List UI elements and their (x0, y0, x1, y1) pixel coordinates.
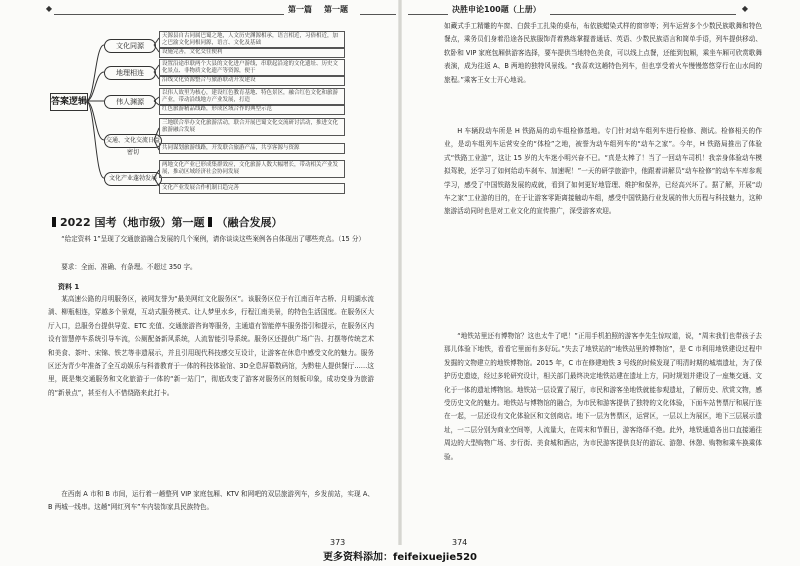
body-paragraph: H 车辆段动车所是 H 铁路局的动车组检修基地。专门针对动车组列车进行检修、测试。检修相关的作业，是动车组列车运营安全的“体检”之地，被誉为动车组列车的“动车之家”。今年，H 铁路局推出了体验式“铁路工业游”，这让 15 岁的大车迷小明兴奋不已。“真是太棒了！当了一回动车司机！我亲身体验动车模拟驾驶，还学习了如何给动车刹车、加速呢！”一天的研学旅游中，他跟着讲解员“动车检修”的动车车库参观学习，感受了中国铁路发展的成就，看到了如何更好地管理、维护和保养，已经高兴坏了。据了解，开展“动车之家”工业游的目的，在于让游客零距离接触动车组，感受中国铁路行业发展的伟大历程与科技魅力，这种旅游活动同时也是对工业文化的宣传推广，深受游客欢迎。 (444, 127, 762, 216)
mindmap-desc: 文化产业发展合作机制日趋完善 (159, 183, 345, 194)
footer-contact: 更多资料添加：feifeixuejie520 (323, 552, 477, 563)
header-book-title: 决胜申论100题（上册） (452, 5, 541, 14)
header-section: 第一篇 (288, 5, 312, 14)
mindmap-desc: 沿线文化资源整合与旅游联动开发建设 (159, 75, 345, 86)
body-paragraph: “地铁站里还有博物馆？这也太牛了吧！”正用手机拍照的游客李先生惊叹道，说，“周末我们也带孩子去那儿体验下地铁，看看它里面有多好玩。”失去了地铁站的“地铁站里的博物馆”，是 C 市利用地铁建设过程中发掘的文物建立的地铁博物馆。2015 年，C 市在修建地铁 3 号线的时候发现了明清时期的城墙遗址，为了保护历史遗迹，经过多轮研究设计，相关部门最终决定地铁站建在遗址上方，同时规划并建设了一座集交通、文化于一体的遗址博物馆。地铁站一层设置了展厅，市民和游客坐地铁就能参观遗址，了解历史、欣赏文物，感受历史文化的魅力。地铁站与博物馆的融合，为市民和游客提供了独特的文化体验，下面车站售票厅和展厅连在一起，一层还设有文化体验区和文创商店。地下一层为售票区，运营区，一层以上为展区，地下三层展示遗址，一二层分别为商业空间等，人流量大，在周末和节假日，游客络绎不绝。此外，地铁通道各出口直接通往周边的大型购物广场、步行街、美食城和酒店，为市民游客提供良好的游玩、游憩、休憩、购物和乘车换乘体验。 (444, 332, 762, 461)
mindmap-branch: 伟人渊源 (104, 95, 156, 109)
page-number: 374 (452, 538, 468, 545)
question-title-text: 2022 国考（地市级）第一题 (60, 216, 205, 229)
question-prompt: “给定资料 1”呈现了交通旅游融合发展的几个案例，请你谈谈这些案例各自体现出了哪些亮点。（15 分） (61, 235, 366, 243)
mindmap-desc: 设置沿途串联两个大县的文化进户游线，串联起沿途的文化遗址、历史文化景点、非物质文化遗产等资源，便于 (159, 59, 345, 77)
question-tag: （融合发展） (216, 216, 283, 229)
mindmap-desc: 共同谋划旅游线路，开发联合旅游产品，共享客源与资源 (159, 143, 345, 154)
question-requirement: 要求：全面、准确、有条理。不超过 350 字。 (61, 263, 197, 271)
material-paragraph: 某高速公路的月明服务区，被网友誉为“最美网红文化服务区”。该服务区位于有江南百年古桥、月明湖水流淌、柳瓶相连，穿越多个景观，互动式服务模式、让人梦里水乡，行程江南美景，的特色生活国度。在服务区大厅入口，总服务台提供导览、ETC 充值、交通旅游咨询等服务，主通道有智能停车服务指引和提示，在服务区内设有智慧停车系统引导车流，公厕配备新风系统，人流智能引导系统。服务区还提供广场广告、打摆等传统艺术和美食、茶叶、宋锦、铁艺等非遗展示，并且引用现代科技感交互设计，让游客在休息中感受文化的魅力。服务区还为青少年准备了全互动娱乐与科普教育于一体的科技体验馆、3D全息屏幕数码馆，为黔桂人提供餐厅……这里，既是集交通服务和文化旅游于一体的“新一站门”，彻底改变了游客对服务区的刻板印象，成功变身为旅游的“新景点”，甚至有人不惜绕路来此打卡。 (48, 295, 374, 397)
header-rule (550, 14, 736, 15)
header-chapter: 第一题 (324, 5, 348, 14)
bookmark-icon: ◆ (45, 4, 53, 13)
mindmap-desc: 三地联合举办文化旅游活动，联合开展巴蜀文化交流研讨活动，推进文化旅游融合发展 (159, 118, 345, 136)
right-page (400, 0, 800, 545)
mindmap-desc: 以伟人故里为核心，建设红色教育基地、特色景区，融合红色文化和旅游产业，带动沿线地方产业发展，打造 (159, 88, 345, 106)
body-paragraph: 如藏式手工精雕的车窗、白鼓手工扎染的桌布，布依族蜡染式样的窗帘等；列车运营多个少数民族歌舞和特色餐点，乘务员们身着沿途各民族服饰背着熟练掌握普通话、英语、少数民族语言和简单手语，列车提供移动、软卧和 VIP 家庭包厢供游客选择，要车提供当地特色美食，可以线上点餐，还能到包厢，乘坐车厢可欣赏歌舞表演，成为往返 A、B 两地的独特风景线。“我喜欢这趟特色列车，但也享受着火车慢慢悠悠穿行在山水间的旅程。”乘客王女士开心地说。 (444, 22, 762, 84)
header-rule (408, 14, 448, 15)
mindmap-branch: 地理相连 (104, 66, 156, 80)
mindmap-desc: 两地文化产业已形成集群效应，文化旅游人数大幅增长，带动相关产业发展，推动区域经济社会协同发展 (159, 160, 345, 178)
mindmap-desc: 红色旅游精品线路，形成区域合作的典型示范 (159, 104, 345, 115)
mindmap-desc: 设施完善，文化交往便利 (159, 47, 345, 58)
mindmap-desc: 天源县自古同属巴蜀之地，人文历史渊源相承，语言相近，习俗相近，加之巴渝文化同根同源，语言、文化及基础 (159, 31, 345, 49)
title-bar-right (208, 217, 212, 227)
mindmap-branch: 文化产业蓬勃发展 (104, 172, 162, 186)
title-bar-left (52, 217, 56, 227)
bookmark-icon: ◆ (741, 4, 749, 13)
material-paragraph: 在西南 A 市和 B 市间，运行着一趟整列 VIP 家庭包厢、KTV 和网吧的双层旅游列车，乡发前站，实现 A、B 两城一线串。这趟“网红列车”车内装饰家具民族特色。 (48, 490, 374, 512)
mindmap-branch: 交通、文化交流日益密切 (104, 134, 162, 148)
material-label: 资料 1 (58, 283, 80, 291)
left-page (0, 0, 400, 545)
mindmap-branch: 文化同源 (104, 39, 156, 53)
question-title (48, 214, 282, 230)
page-number: 373 (330, 538, 346, 545)
mindmap-root: 答案逻辑 (50, 93, 88, 111)
